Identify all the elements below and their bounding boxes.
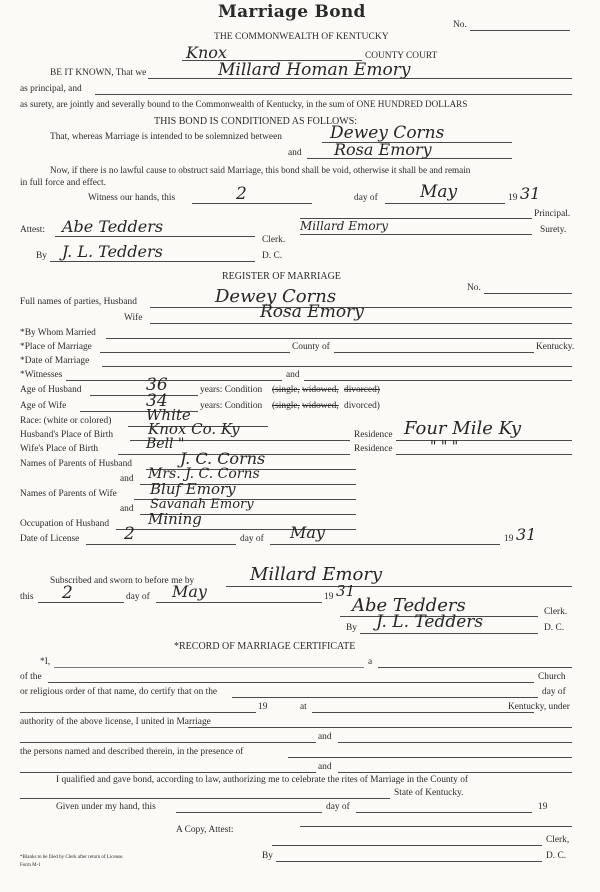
occupation-handwriting: Mining bbox=[148, 510, 202, 528]
witness-day-line bbox=[192, 203, 312, 204]
subscribed-text: Subscribed and sworn to before me by bbox=[50, 576, 195, 586]
residence-label-1: Residence bbox=[354, 430, 393, 440]
county-of-line bbox=[334, 352, 534, 353]
a-label: a bbox=[368, 657, 373, 667]
county-handwriting: Knox bbox=[186, 43, 227, 62]
kentucky-under-label: Kentucky, under bbox=[508, 702, 570, 712]
surety-signature-line bbox=[300, 234, 532, 235]
husband-name-handwriting: Dewey Corns bbox=[215, 286, 337, 307]
bond-number-label: No. bbox=[453, 20, 467, 30]
condition-widowed-2: widowed, bbox=[302, 401, 339, 411]
condition-divorced-1: divorced) bbox=[344, 385, 380, 395]
wife-name-line bbox=[150, 323, 572, 324]
surety-label: Surety. bbox=[540, 225, 567, 235]
cert-signature-line bbox=[300, 826, 572, 827]
wife-label: Wife bbox=[124, 313, 143, 323]
dc-signature-handwriting: J. L. Tedders bbox=[62, 242, 163, 261]
register-heading: REGISTER OF MARRIAGE bbox=[222, 271, 341, 282]
full-names-label: Full names of parties, Husband bbox=[20, 297, 137, 307]
race-label: Race: (white or colored) bbox=[20, 416, 112, 426]
authority-text: authority of the above license, I united in Marriage bbox=[20, 717, 211, 727]
county-bond-line bbox=[20, 798, 390, 799]
license-month-line bbox=[270, 544, 500, 545]
bond-number-line bbox=[470, 30, 570, 31]
condition-widowed-1: widowed, bbox=[302, 385, 339, 395]
by-label-2: By bbox=[346, 623, 357, 633]
place-line bbox=[100, 352, 290, 353]
year-prefix-3: 19 bbox=[324, 592, 334, 602]
attest-label: Attest: bbox=[20, 225, 45, 235]
witness-text: Witness our hands, this bbox=[88, 193, 176, 203]
dc-label-3: D. C. bbox=[546, 851, 567, 861]
by-whom-label: *By Whom Married bbox=[20, 328, 96, 338]
given-under-text: Given under my hand, this bbox=[56, 802, 156, 812]
sworn-day-line bbox=[38, 602, 124, 603]
and-label-6: and bbox=[318, 762, 332, 772]
united-party-line-3 bbox=[338, 742, 572, 743]
years-condition-label-1: years: Condition bbox=[200, 385, 263, 395]
parents-wife-handwriting-2: Savanah Emory bbox=[150, 497, 254, 512]
license-year-handwriting: 31 bbox=[516, 525, 537, 544]
witness-year-handwriting: 31 bbox=[520, 184, 541, 203]
united-party-line-2 bbox=[20, 742, 316, 743]
nineteen-label-1: 19 bbox=[258, 702, 268, 712]
residence-handwriting: Four Mile Ky bbox=[404, 418, 522, 439]
clerk-signature-handwriting: Abe Tedders bbox=[62, 217, 164, 236]
age-husband-handwriting: 36 bbox=[146, 375, 168, 395]
by-label-3: By bbox=[262, 851, 273, 861]
witness-month-line bbox=[385, 203, 505, 204]
now-text-line2: in full force and effect. bbox=[20, 178, 106, 188]
presence-line-3 bbox=[338, 772, 572, 773]
dc-label-2: D. C. bbox=[544, 623, 565, 633]
condition-single-2: (single, bbox=[272, 401, 300, 411]
husband-birth-handwriting: Knox Co. Ky bbox=[148, 420, 240, 438]
and-label-1: and bbox=[288, 148, 302, 158]
dc-label-1: D. C. bbox=[262, 251, 283, 261]
surety-name-line bbox=[95, 94, 572, 95]
year-prefix-1: 19 bbox=[508, 193, 518, 203]
age-wife-label: Age of Wife bbox=[20, 401, 67, 411]
subscriber-line bbox=[226, 586, 572, 587]
surety-signature-handwriting: Millard Emory bbox=[300, 219, 389, 233]
date-of-marriage-line bbox=[102, 366, 572, 367]
subscriber-handwriting: Millard Emory bbox=[250, 564, 383, 585]
presence-line-2 bbox=[20, 772, 316, 773]
persons-text: the persons named and described therein, in the presence of bbox=[20, 747, 244, 757]
and-label-5: and bbox=[318, 732, 332, 742]
copy-dc-line bbox=[276, 861, 542, 862]
license-day-line bbox=[86, 544, 236, 545]
dc-signature-line bbox=[50, 261, 255, 262]
day-of-label-5: day of bbox=[326, 802, 350, 812]
years-condition-label-2: years: Condition bbox=[200, 401, 263, 411]
race-handwriting: White bbox=[146, 406, 191, 424]
day-of-label-2: day of bbox=[240, 534, 264, 544]
witnesses-label: *Witnesses bbox=[20, 370, 63, 380]
given-month-line bbox=[356, 812, 532, 813]
clerk-label-1: Clerk. bbox=[262, 235, 286, 245]
sworn-month-handwriting: May bbox=[172, 582, 207, 601]
whereas-text: That, whereas Marriage is intended to be solemnized between bbox=[50, 132, 282, 142]
register-number-line bbox=[484, 293, 572, 294]
title-line bbox=[378, 667, 572, 668]
state-of-kentucky-label: State of Kentucky. bbox=[394, 788, 464, 798]
wife-residence-handwriting: " " " bbox=[430, 439, 459, 455]
county-of-label: County of bbox=[292, 342, 330, 352]
wife-birth-label: Wife's Place of Birth bbox=[20, 444, 99, 454]
sworn-dc-handwriting: J. L. Tedders bbox=[376, 612, 484, 632]
cert-place-line bbox=[312, 712, 534, 713]
by-label-1: By bbox=[36, 251, 47, 261]
sworn-dc-line bbox=[360, 633, 538, 634]
year-prefix-2: 19 bbox=[504, 534, 514, 544]
sworn-clerk-handwriting: Abe Tedders bbox=[352, 595, 466, 616]
residence-label-2: Residence bbox=[354, 444, 393, 454]
copy-clerk-line bbox=[272, 845, 542, 846]
copy-attest-label: A Copy, Attest: bbox=[176, 825, 234, 835]
commonwealth-heading: THE COMMONWEALTH OF KENTUCKY bbox=[214, 31, 389, 42]
this-label: this bbox=[20, 592, 34, 602]
church-label: Church bbox=[538, 672, 566, 682]
witness-month-handwriting: May bbox=[420, 182, 458, 202]
nineteen-label-2: 19 bbox=[538, 802, 548, 812]
day-of-label-3: day of bbox=[126, 592, 150, 602]
i-label: *I, bbox=[40, 657, 51, 667]
husband-birth-label: Husband's Place of Birth bbox=[20, 430, 114, 440]
cert-day-line bbox=[232, 697, 538, 698]
as-surety-text: as surety, are jointly and severally bound to the Commonwealth of Kentucky, in the sum of ONE HUNDRED DOLLARS bbox=[20, 99, 468, 109]
church-line bbox=[48, 682, 534, 683]
united-party-line-1 bbox=[188, 727, 572, 728]
license-month-handwriting: May bbox=[290, 523, 325, 542]
wife-name-handwriting: Rosa Emory bbox=[260, 302, 364, 322]
date-license-label: Date of License bbox=[20, 534, 80, 544]
parents-husband-handwriting-2: Mrs. J. C. Corns bbox=[148, 466, 260, 482]
day-of-label-4: day of bbox=[542, 687, 566, 697]
county-court-label: COUNTY COURT bbox=[365, 51, 438, 61]
kentucky-label-1: Kentucky. bbox=[536, 342, 575, 352]
sworn-year-handwriting: 31 bbox=[336, 582, 356, 600]
qualified-text: I qualified and gave bond, according to law, authorizing me to celebrate the rites of Marriage in the County of bbox=[56, 775, 469, 785]
residence-line-2 bbox=[396, 454, 572, 455]
by-whom-line bbox=[106, 338, 572, 339]
license-day-handwriting: 2 bbox=[124, 524, 135, 544]
and-label-4: and bbox=[120, 504, 134, 514]
footnote-line1: *Blanks to be filed by Clerk after return of License. bbox=[20, 855, 124, 860]
and-label-2: and bbox=[286, 370, 300, 380]
officiant-line bbox=[54, 667, 364, 668]
at-label: at bbox=[300, 702, 307, 712]
religious-order-text: or religious order of that name, do certify that on the bbox=[20, 687, 218, 697]
witness-day-handwriting: 2 bbox=[236, 184, 247, 204]
now-text-line1: Now, if there is no lawful cause to obstruct said Marriage, this bond shall be void, otherwise it shall be and remain bbox=[50, 165, 471, 175]
and-label-3: and bbox=[120, 474, 134, 484]
day-of-label-1: day of bbox=[354, 193, 378, 203]
age-wife-handwriting: 34 bbox=[146, 391, 168, 411]
witness2-line bbox=[304, 380, 572, 381]
condition-divorced-2: divorced) bbox=[344, 401, 380, 411]
as-principal-text: as principal, and bbox=[20, 84, 82, 94]
principal-label: Principal. bbox=[534, 209, 571, 219]
age-husband-label: Age of Husband bbox=[20, 385, 82, 395]
given-day-line bbox=[176, 812, 322, 813]
presence-line-1 bbox=[288, 757, 572, 758]
certificate-heading: *RECORD OF MARRIAGE CERTIFICATE bbox=[174, 641, 356, 652]
wife-birth-handwriting: Bell " bbox=[146, 436, 185, 452]
conditioned-heading: THIS BOND IS CONDITIONED AS FOLLOWS: bbox=[154, 116, 358, 127]
occupation-label: Occupation of Husband bbox=[20, 519, 110, 529]
condition-single-1: (single, bbox=[272, 385, 300, 395]
residence-line-1 bbox=[396, 440, 572, 441]
parents-wife-handwriting-1: Bluf Emory bbox=[150, 480, 236, 498]
bride-handwriting: Rosa Emory bbox=[334, 140, 432, 159]
clerk-label-3: Clerk, bbox=[546, 835, 570, 845]
be-it-known-text: BE IT KNOWN, That we bbox=[50, 68, 147, 78]
place-label: *Place of Marriage bbox=[20, 342, 92, 352]
register-number-label: No. bbox=[467, 283, 481, 293]
parents-husband-handwriting-1: J. C. Corns bbox=[180, 449, 266, 468]
cert-month-line bbox=[20, 712, 256, 713]
witness1-line bbox=[66, 380, 282, 381]
parents-husband-label: Names of Parents of Husband bbox=[20, 459, 132, 469]
principal-handwriting: Millard Homan Emory bbox=[218, 60, 411, 80]
footnote-line2: Form M-1 bbox=[20, 863, 41, 868]
groom-handwriting: Dewey Corns bbox=[330, 123, 445, 143]
document-title: Marriage Bond bbox=[218, 2, 366, 22]
date-of-marriage-label: *Date of Marriage bbox=[20, 356, 90, 366]
clerk-signature-line bbox=[55, 236, 255, 237]
age-husband-line bbox=[90, 395, 198, 396]
clerk-label-2: Clerk. bbox=[544, 607, 568, 617]
of-the-label: of the bbox=[20, 672, 42, 682]
sworn-day-handwriting: 2 bbox=[62, 583, 73, 603]
parents-wife-label: Names of Parents of Wife bbox=[20, 489, 117, 499]
sworn-month-line bbox=[156, 602, 322, 603]
